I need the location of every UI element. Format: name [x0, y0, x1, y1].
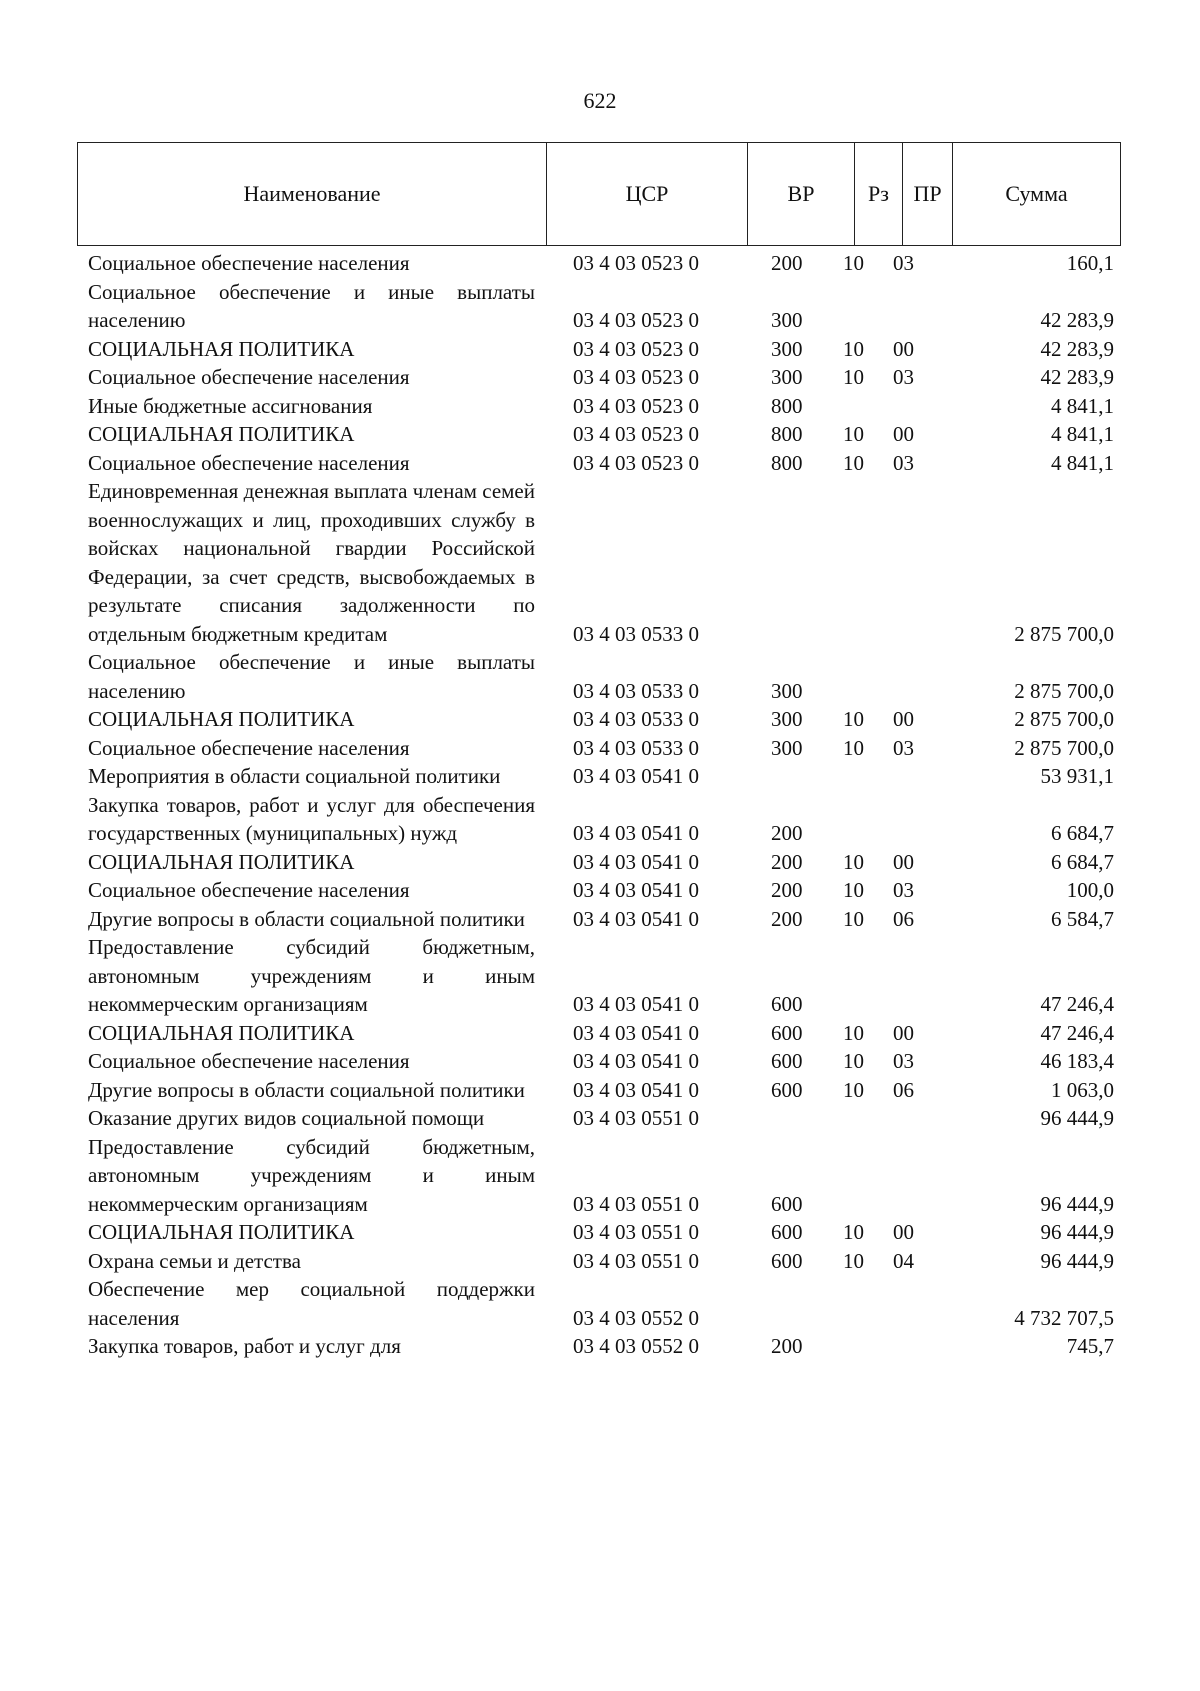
- row-name: СОЦИАЛЬНАЯ ПОЛИТИКА: [88, 707, 355, 731]
- row-csr: 03 4 03 0541 0: [573, 1077, 699, 1102]
- row-sum: 2 875 700,0: [1014, 735, 1114, 760]
- row-name: Закупка товаров, работ и услуг для: [88, 1334, 401, 1358]
- row-name: Мероприятия в области социальной политики: [88, 764, 501, 788]
- row-sum: 4 732 707,5: [1014, 1305, 1114, 1330]
- table-row: [0, 705, 1200, 734]
- row-csr: 03 4 03 0552 0: [573, 1334, 699, 1358]
- row-name: Обеспечение мер социальной поддержки населения: [88, 1277, 535, 1330]
- table-row: [0, 249, 1200, 278]
- row-vr: 300: [771, 707, 803, 731]
- table-header: [77, 142, 1121, 246]
- row-sum: 47 246,4: [1040, 992, 1114, 1016]
- row-name: Предоставление субсидий бюджетным, автономным учреждениям и иным некоммерческим организациям: [88, 1134, 535, 1216]
- row-csr: 03 4 03 0541 0: [573, 821, 699, 845]
- table-row: [0, 335, 1200, 364]
- table-row: [0, 278, 1200, 335]
- row-vr: 200: [771, 1334, 803, 1358]
- row-vr: 600: [771, 1248, 803, 1273]
- row-vr: 300: [771, 336, 803, 361]
- row-name: Иные бюджетные ассигнования: [88, 393, 373, 418]
- row-vr: 600: [771, 1020, 803, 1045]
- row-pr: 03: [893, 1049, 914, 1073]
- table-row: [0, 363, 1200, 392]
- row-pr: 03: [893, 878, 914, 902]
- row-pr: 04: [893, 1248, 914, 1273]
- row-name: Другие вопросы в области социальной политики: [88, 906, 525, 931]
- row-rz: 10: [843, 878, 864, 902]
- header-vr: ВР: [747, 143, 854, 245]
- row-vr: 800: [771, 393, 803, 418]
- row-csr: 03 4 03 0533 0: [573, 678, 699, 703]
- row-sum: 4 841,1: [1051, 450, 1114, 475]
- row-name: Социальное обеспечение и иные выплаты населению: [88, 279, 535, 332]
- table-row: [0, 1104, 1200, 1133]
- row-name: СОЦИАЛЬНАЯ ПОЛИТИКА: [88, 1220, 355, 1244]
- row-rz: 10: [843, 251, 864, 275]
- table-row: [0, 392, 1200, 421]
- row-sum: 6 684,7: [1051, 849, 1114, 874]
- row-vr: 200: [771, 878, 803, 902]
- row-vr: 300: [771, 735, 803, 760]
- row-name: Социальное обеспечение населения: [88, 1049, 410, 1073]
- row-vr: 200: [771, 906, 803, 931]
- row-name: Социальное обеспечение населения: [88, 450, 410, 475]
- row-name: СОЦИАЛЬНАЯ ПОЛИТИКА: [88, 849, 355, 874]
- row-pr: 03: [893, 365, 914, 389]
- row-rz: 10: [843, 849, 864, 874]
- row-csr: 03 4 03 0523 0: [573, 393, 699, 418]
- row-csr: 03 4 03 0533 0: [573, 735, 699, 760]
- table-row: [0, 848, 1200, 877]
- row-pr: 00: [893, 849, 914, 874]
- row-name: Социальное обеспечение населения: [88, 365, 410, 389]
- row-pr: 00: [893, 422, 914, 446]
- row-vr: 200: [771, 251, 803, 275]
- row-rz: 10: [843, 336, 864, 361]
- row-pr: 03: [893, 735, 914, 760]
- table-row: [0, 1275, 1200, 1332]
- row-csr: 03 4 03 0541 0: [573, 878, 699, 902]
- row-vr: 300: [771, 365, 803, 389]
- row-csr: 03 4 03 0523 0: [573, 450, 699, 475]
- table-row: [0, 420, 1200, 449]
- row-sum: 96 444,9: [1040, 1191, 1114, 1216]
- row-csr: 03 4 03 0552 0: [573, 1305, 699, 1330]
- row-sum: 1 063,0: [1051, 1077, 1114, 1102]
- table-body: [0, 249, 1200, 1361]
- table-row: [0, 1332, 1200, 1361]
- row-csr: 03 4 03 0523 0: [573, 422, 699, 446]
- row-name: Социальное обеспечение населения: [88, 735, 410, 760]
- row-csr: 03 4 03 0551 0: [573, 1248, 699, 1273]
- row-name: Социальное обеспечение населения: [88, 251, 410, 275]
- row-vr: 600: [771, 1049, 803, 1073]
- row-csr: 03 4 03 0523 0: [573, 365, 699, 389]
- row-csr: 03 4 03 0523 0: [573, 251, 699, 275]
- header-name: Наименование: [243, 181, 381, 206]
- row-rz: 10: [843, 1020, 864, 1045]
- row-csr: 03 4 03 0523 0: [573, 308, 699, 332]
- row-rz: 10: [843, 1248, 864, 1273]
- row-csr: 03 4 03 0533 0: [573, 621, 699, 646]
- row-pr: 06: [893, 1077, 914, 1102]
- row-csr: 03 4 03 0541 0: [573, 1020, 699, 1045]
- row-vr: 800: [771, 450, 803, 475]
- row-sum: 96 444,9: [1040, 1248, 1114, 1273]
- row-sum: 42 283,9: [1040, 336, 1114, 361]
- row-vr: 300: [771, 678, 803, 703]
- row-name: СОЦИАЛЬНАЯ ПОЛИТИКА: [88, 1020, 355, 1045]
- table-row: [0, 762, 1200, 791]
- row-sum: 4 841,1: [1051, 422, 1114, 446]
- row-name: Охрана семьи и детства: [88, 1248, 301, 1273]
- row-name: Социальное обеспечение населения: [88, 878, 410, 902]
- row-csr: 03 4 03 0541 0: [573, 849, 699, 874]
- table-row: [0, 1218, 1200, 1247]
- row-csr: 03 4 03 0541 0: [573, 992, 699, 1016]
- row-vr: 600: [771, 992, 803, 1016]
- row-sum: 53 931,1: [1040, 764, 1114, 788]
- row-csr: 03 4 03 0541 0: [573, 764, 699, 788]
- row-name: СОЦИАЛЬНАЯ ПОЛИТИКА: [88, 336, 355, 361]
- row-name: СОЦИАЛЬНАЯ ПОЛИТИКА: [88, 422, 355, 446]
- row-sum: 96 444,9: [1040, 1220, 1114, 1244]
- row-pr: 00: [893, 336, 914, 361]
- row-pr: 06: [893, 906, 914, 931]
- row-pr: 00: [893, 1220, 914, 1244]
- row-rz: 10: [843, 1049, 864, 1073]
- row-rz: 10: [843, 735, 864, 760]
- row-rz: 10: [843, 422, 864, 446]
- row-sum: 46 183,4: [1040, 1049, 1114, 1073]
- row-csr: 03 4 03 0533 0: [573, 707, 699, 731]
- row-rz: 10: [843, 450, 864, 475]
- row-rz: 10: [843, 1220, 864, 1244]
- row-sum: 47 246,4: [1040, 1020, 1114, 1045]
- row-sum: 745,7: [1066, 1334, 1114, 1358]
- table-row: [0, 648, 1200, 705]
- table-row: [0, 933, 1200, 1019]
- table-row: [0, 449, 1200, 478]
- header-pr: ПР: [902, 143, 952, 245]
- row-sum: 6 584,7: [1051, 906, 1114, 931]
- row-name: Другие вопросы в области социальной политики: [88, 1077, 525, 1102]
- table-row: [0, 791, 1200, 848]
- row-pr: 03: [893, 251, 914, 275]
- row-name: Единовременная денежная выплата членам семей военнослужащих и лиц, проходивших службу в войсках национальной гвардии Российской Федерации, за счет средств, высвобождаемых в результате списания задолженности по отдельным бюджетным кредитам: [88, 479, 535, 646]
- page-number: 622: [583, 88, 617, 113]
- row-sum: 2 875 700,0: [1014, 678, 1114, 703]
- table-row: [0, 1019, 1200, 1048]
- row-pr: 00: [893, 707, 914, 731]
- row-name: Социальное обеспечение и иные выплаты населению: [88, 650, 535, 703]
- table-row: [0, 1076, 1200, 1105]
- row-sum: 2 875 700,0: [1014, 621, 1114, 646]
- row-pr: 00: [893, 1020, 914, 1045]
- row-vr: 600: [771, 1077, 803, 1102]
- row-vr: 600: [771, 1191, 803, 1216]
- row-sum: 2 875 700,0: [1014, 707, 1114, 731]
- table-row: [0, 477, 1200, 648]
- row-sum: 42 283,9: [1040, 365, 1114, 389]
- row-rz: 10: [843, 707, 864, 731]
- table-row: [0, 1247, 1200, 1276]
- table-row: [0, 905, 1200, 934]
- row-csr: 03 4 03 0551 0: [573, 1220, 699, 1244]
- table-row: [0, 1047, 1200, 1076]
- row-rz: 10: [843, 906, 864, 931]
- row-name: Закупка товаров, работ и услуг для обеспечения государственных (муниципальных) нужд: [88, 792, 535, 845]
- row-vr: 200: [771, 849, 803, 874]
- row-csr: 03 4 03 0551 0: [573, 1191, 699, 1216]
- row-vr: 200: [771, 821, 803, 845]
- row-rz: 10: [843, 1077, 864, 1102]
- row-csr: 03 4 03 0541 0: [573, 906, 699, 931]
- header-rz: Рз: [854, 143, 902, 245]
- row-vr: 300: [771, 308, 803, 332]
- row-name: Оказание других видов социальной помощи: [88, 1106, 485, 1130]
- row-sum: 6 684,7: [1051, 821, 1114, 845]
- row-vr: 800: [771, 422, 803, 446]
- row-csr: 03 4 03 0551 0: [573, 1106, 699, 1130]
- row-sum: 100,0: [1066, 878, 1114, 902]
- header-csr: ЦСР: [546, 143, 747, 245]
- row-csr: 03 4 03 0541 0: [573, 1049, 699, 1073]
- row-csr: 03 4 03 0523 0: [573, 336, 699, 361]
- row-sum: 4 841,1: [1051, 393, 1114, 418]
- row-rz: 10: [843, 365, 864, 389]
- row-vr: 600: [771, 1220, 803, 1244]
- row-sum: 160,1: [1066, 251, 1114, 275]
- table-row: [0, 1133, 1200, 1219]
- row-sum: 42 283,9: [1040, 308, 1114, 332]
- table-row: [0, 734, 1200, 763]
- table-row: [0, 876, 1200, 905]
- row-sum: 96 444,9: [1040, 1106, 1114, 1130]
- row-name: Предоставление субсидий бюджетным, автономным учреждениям и иным некоммерческим организациям: [88, 935, 535, 1016]
- header-sum: Сумма: [952, 143, 1120, 245]
- row-pr: 03: [893, 450, 914, 475]
